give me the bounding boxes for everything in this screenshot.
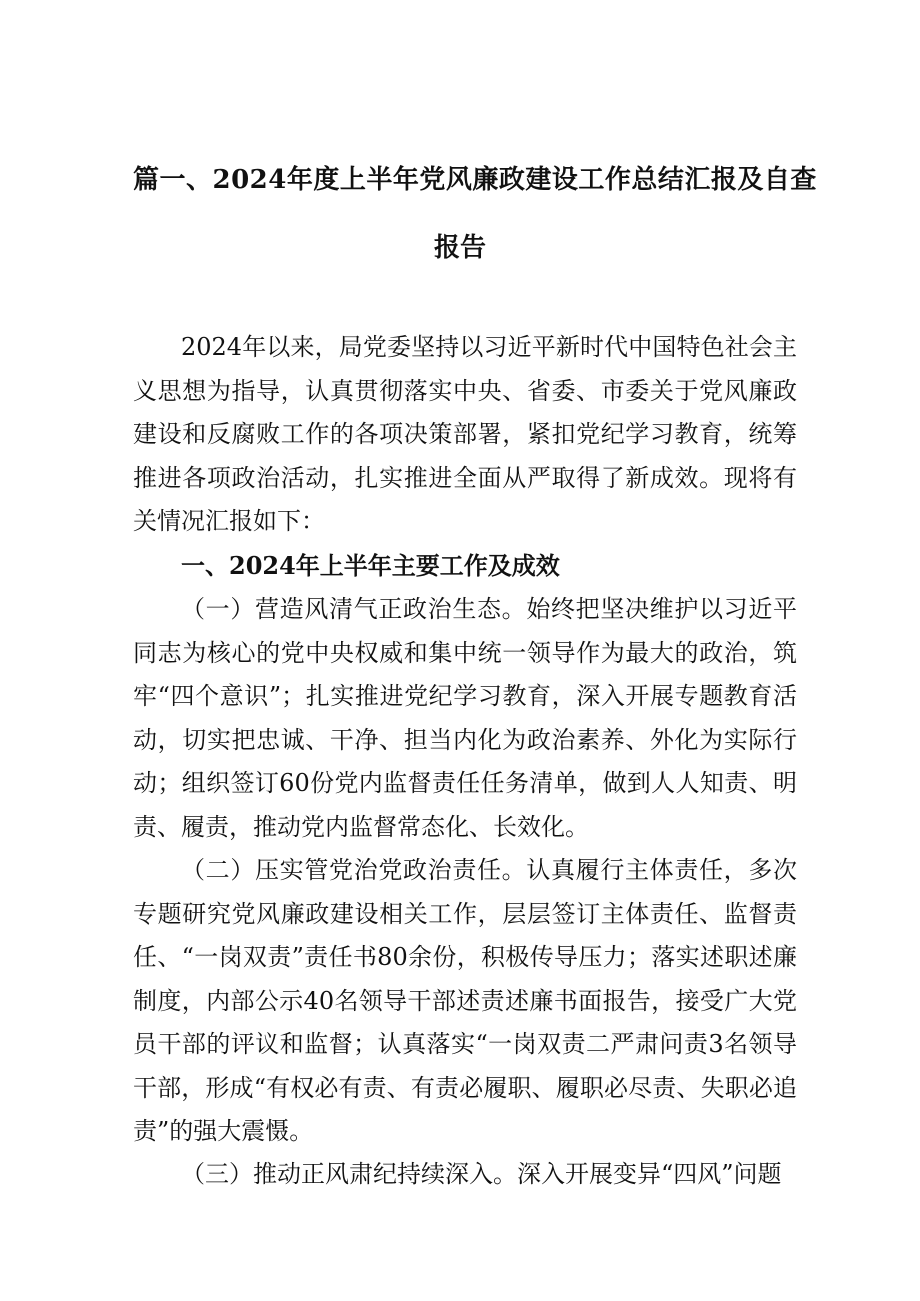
intro-paragraph: 2024年以来，局党委坚持以习近平新时代中国特色社会主义思想为指导，认真贯彻落实中央、省委、市委关于党风廉政建设和反腐败工作的各项决策部署，紧扣党纪学习教育，统筹推进各项政治活动，扎实推进全面从严取得了新成效。现将有关情况汇报如下： [133,333,797,535]
paragraph-discipline: （三）推动正风肃纪持续深入。深入开展变异“四风”问题 [181,1160,782,1188]
paragraph-political-ecology: （一）营造风清气正政治生态。始终把坚决维护以习近平同志为核心的党中央权威和集中统一领导作为最大的政治，筑牢“四个意识”；扎实推进党纪学习教育，深入开展专题教育活动，切实把忠诚、干净、担当内化为政治素养、外化为实际行动；组织签订60份党内监督责任任务清单，做到人人知责、明责、履责，推动党内监督常态化、长效化。 [133,595,797,841]
document-title-continued: 报告 [433,233,486,263]
section-heading: 一、2024年上半年主要工作及成效 [181,551,560,580]
paragraph-party-responsibility: （二）压实管党治党政治责任。认真履行主体责任，多次专题研究党风廉政建设相关工作，层层签订主体责任、监督责任、“一岗双责”责任书80余份，积极传导压力；落实述职述廉制度，内部公示40名领导干部述责述廉书面报告，接受广大党员干部的评议和监督；认真落实“一岗双责二严肃问责3名领导干部，形成“有权必有责、有责必履职、履职必尽责、失职必追责”的强大震慑。 [133,856,797,1145]
document-title: 篇一、2024年度上半年党风廉政建设工作总结汇报及自查 [133,165,817,195]
